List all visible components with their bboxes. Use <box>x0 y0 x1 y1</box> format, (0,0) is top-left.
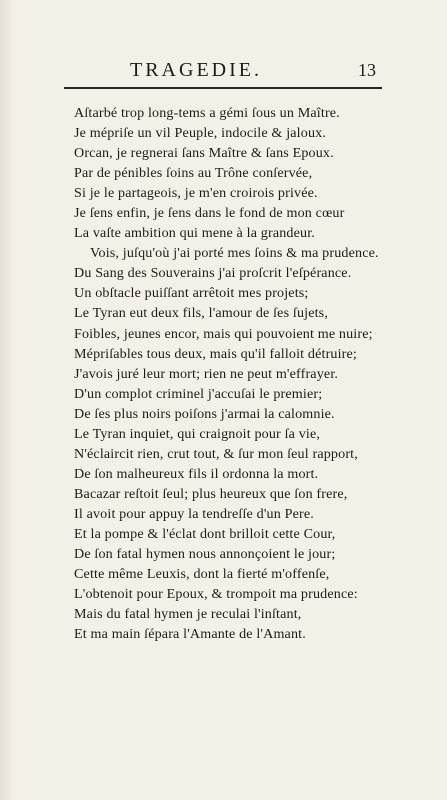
verse-line: Le Tyran inquiet, qui craignoit pour ſa vie, <box>74 425 321 442</box>
verse-line: Vois, juſqu'où j'ai porté mes ſoins & ma prudence. <box>90 245 379 262</box>
verse-line: N'éclaircit rien, crut tout, & ſur mon ſeul rapport, <box>74 445 358 462</box>
verse-line: Le Tyran eut deux fils, l'amour de ſes ſujets, <box>74 305 328 322</box>
verse-line: J'avois juré leur mort; rien ne peut m'effrayer. <box>74 365 339 382</box>
verse-line: Un obſtacle puiſſant arrêtoit mes projets; <box>74 285 309 302</box>
verse-line: Et la pompe & l'éclat dont brilloit cette Cour, <box>74 525 336 542</box>
page-number: 13 <box>358 60 376 80</box>
verse-line: Cette même Leuxis, dont la fierté m'offenſe, <box>74 566 330 583</box>
verse-line: Par de pénibles ſoins au Trône conſervée, <box>74 165 313 182</box>
header-rule <box>64 87 382 89</box>
verse-line: Orcan, je regnerai ſans Maître & ſans Epoux. <box>74 145 334 162</box>
verse-line: De ſon malheureux fils il ordonna la mort. <box>74 465 319 482</box>
verse-block <box>74 103 392 644</box>
running-title: TRAGEDIE. <box>130 59 262 81</box>
verse-line: Foibles, jeunes encor, mais qui pouvoient me nuire; <box>74 325 373 342</box>
verse-line: Si je le partageois, je m'en croirois privée. <box>74 185 318 202</box>
page-gutter-edge <box>0 0 14 800</box>
page-header <box>64 57 382 89</box>
verse-line: Bacazar reſtoit ſeul; plus heureux que ſon frere, <box>74 485 348 502</box>
verse-line: Il avoit pour appuy la tendreſſe d'un Pere. <box>74 505 314 522</box>
verse-line: Aſtarbé trop long-tems a gémi ſous un Maître. <box>74 105 340 121</box>
verse-line: Et ma main ſépara l'Amante de l'Amant. <box>74 626 306 643</box>
verse-line: La vaſte ambition qui mene à la grandeur. <box>74 225 315 242</box>
verse-line: L'obtenoit pour Epoux, & trompoit ma prudence: <box>74 586 358 603</box>
verse-line: De ſon fatal hymen nous annonçoient le jour; <box>74 546 336 563</box>
verse-line: Je ſens enfin, je ſens dans le fond de mon cœur <box>74 205 345 222</box>
verse-line: De ſes plus noirs poiſons j'armai la calomnie. <box>74 405 335 422</box>
verse-line: Mépriſables tous deux, mais qu'il falloit détruire; <box>74 345 358 362</box>
verse-line: Je mépriſe un vil Peuple, indocile & jaloux. <box>74 125 327 142</box>
verse-line: Mais du fatal hymen je reculai l'inſtant, <box>74 606 302 623</box>
verse-line: Du Sang des Souverains j'ai proſcrit l'eſpérance. <box>74 265 352 282</box>
verse-line: D'un complot criminel j'accuſai le premier; <box>74 385 323 402</box>
